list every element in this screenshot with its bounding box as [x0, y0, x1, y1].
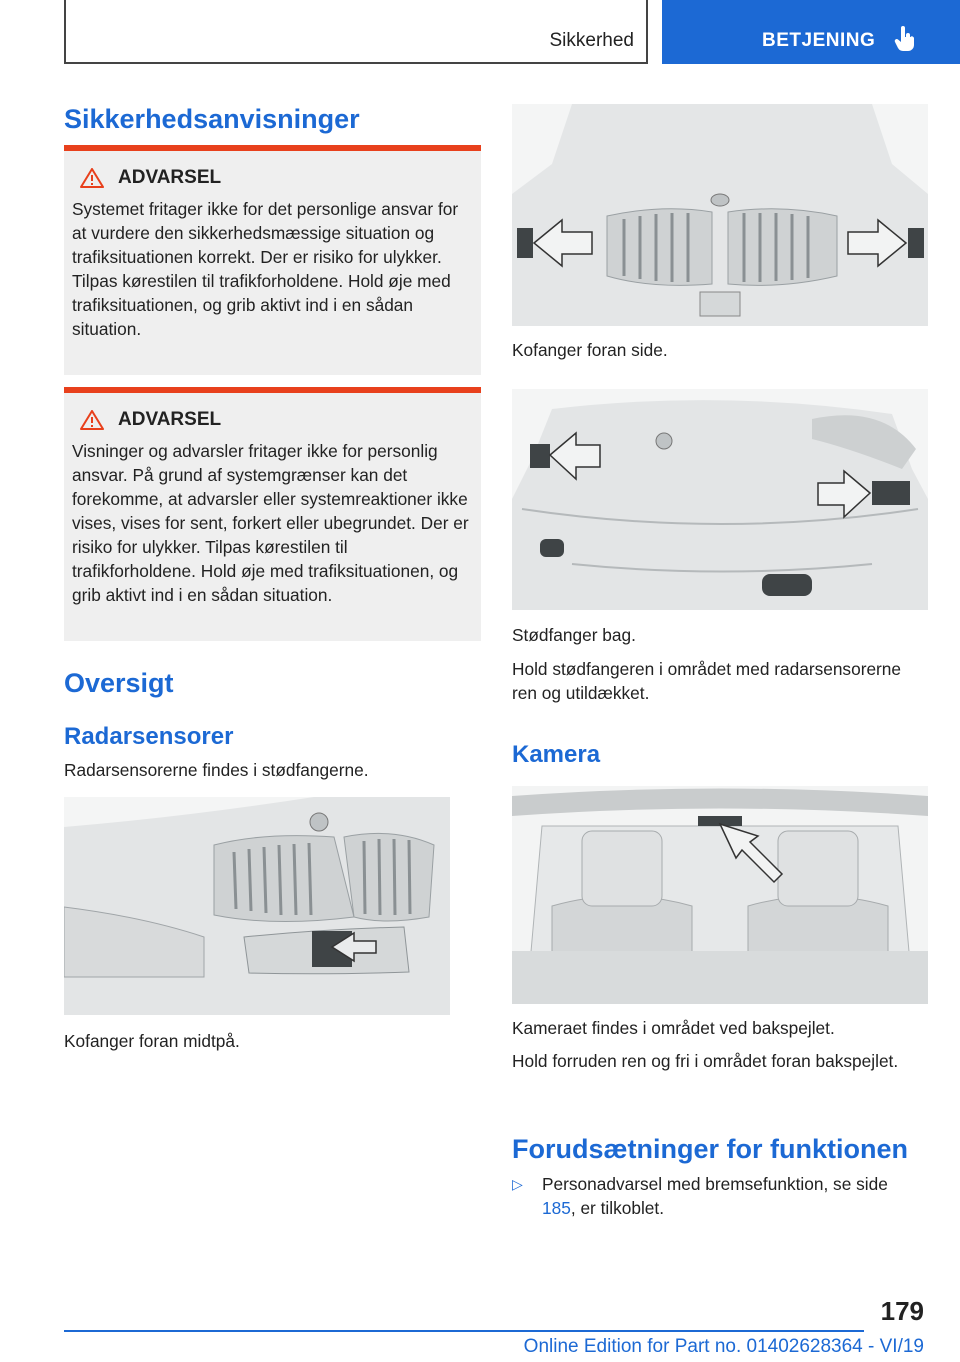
front-bumper-center-image	[64, 797, 450, 1015]
list-item-prerequisite	[512, 1172, 912, 1220]
caption-front-center: Kofanger foran midtpå.	[64, 1031, 240, 1051]
page-number: 179	[880, 1296, 924, 1326]
warning-text-1: Systemet fritager ikke for det personlige ansvar for at vurdere den sikkerhedsmæssige situation og trafiksituationen korrekt. Der er risiko for ulykker. Tilpas kørestilen til trafikforholdene. Hold øje med trafiksituationen, og grib aktivt ind i en sådan situation.	[72, 199, 459, 339]
camera-interior-image	[512, 786, 928, 1004]
warning-title-2	[80, 409, 473, 431]
camera-note-text: Hold forruden ren og fri i området foran bakspejlet.	[512, 1051, 899, 1071]
caption-front-side: Kofanger foran side.	[512, 340, 668, 360]
header-section-box	[64, 0, 648, 64]
header-chapter-tab[interactable]	[662, 0, 960, 64]
footer-edition-text: Online Edition for Part no. 01402628364 - VI/19	[523, 1336, 924, 1357]
section-heading-forudsaetninger: Forudsætninger for funktionen	[512, 1134, 908, 1164]
warning-box-1	[64, 145, 481, 375]
caption-rear: Stødfanger bag.	[512, 625, 636, 645]
list-item-text-end: , er tilkoblet.	[570, 1198, 665, 1218]
section-heading-oversigt: Oversigt	[64, 668, 174, 698]
list-item-text	[542, 1172, 912, 1220]
bullet-triangle-icon: ▷	[512, 1176, 523, 1192]
caption-camera: Kameraet findes i området ved bakspejlet.	[512, 1018, 835, 1038]
page-reference-link[interactable]: 185	[542, 1198, 571, 1218]
front-bumper-side-image	[512, 104, 928, 326]
header-chapter-label: BETJENING	[762, 30, 876, 51]
rear-note-text: Hold stødfangeren i området med radarsensorerne ren og utildækket.	[512, 659, 902, 703]
warning-text-2: Visninger og advarsler fritager ikke for personlig ansvar. På grund af systemgrænser kan det forekomme, at advarsler eller systemreaktioner ikke vises, vises for sent, forkert eller ubegrundet. Der er risiko for ulykker. Tilpas kørestilen til trafikforholdene. Hold øje med trafiksituationen, og grib aktivt ind i en sådan situation.	[72, 441, 469, 605]
warning-triangle-icon	[80, 168, 104, 188]
footer-divider	[64, 1330, 864, 1332]
warning-label-2: ADVARSEL	[118, 409, 222, 430]
warning-triangle-icon	[80, 410, 104, 430]
subheading-radarsensorer: Radarsensorer	[64, 723, 234, 750]
warning-label-1: ADVARSEL	[118, 167, 222, 188]
warning-box-2	[64, 387, 481, 641]
page-title: Sikkerhedsanvisninger	[64, 104, 360, 134]
rear-bumper-image	[512, 389, 928, 610]
list-item-text-start: Personadvarsel med bremsefunktion, se side	[542, 1174, 888, 1194]
radar-intro-text: Radarsensorerne findes i stødfangerne.	[64, 760, 369, 780]
header-section-label: Sikkerhed	[549, 30, 634, 51]
hand-pointer-icon	[894, 26, 916, 52]
warning-title-1	[80, 167, 473, 189]
section-heading-kamera: Kamera	[512, 741, 601, 768]
